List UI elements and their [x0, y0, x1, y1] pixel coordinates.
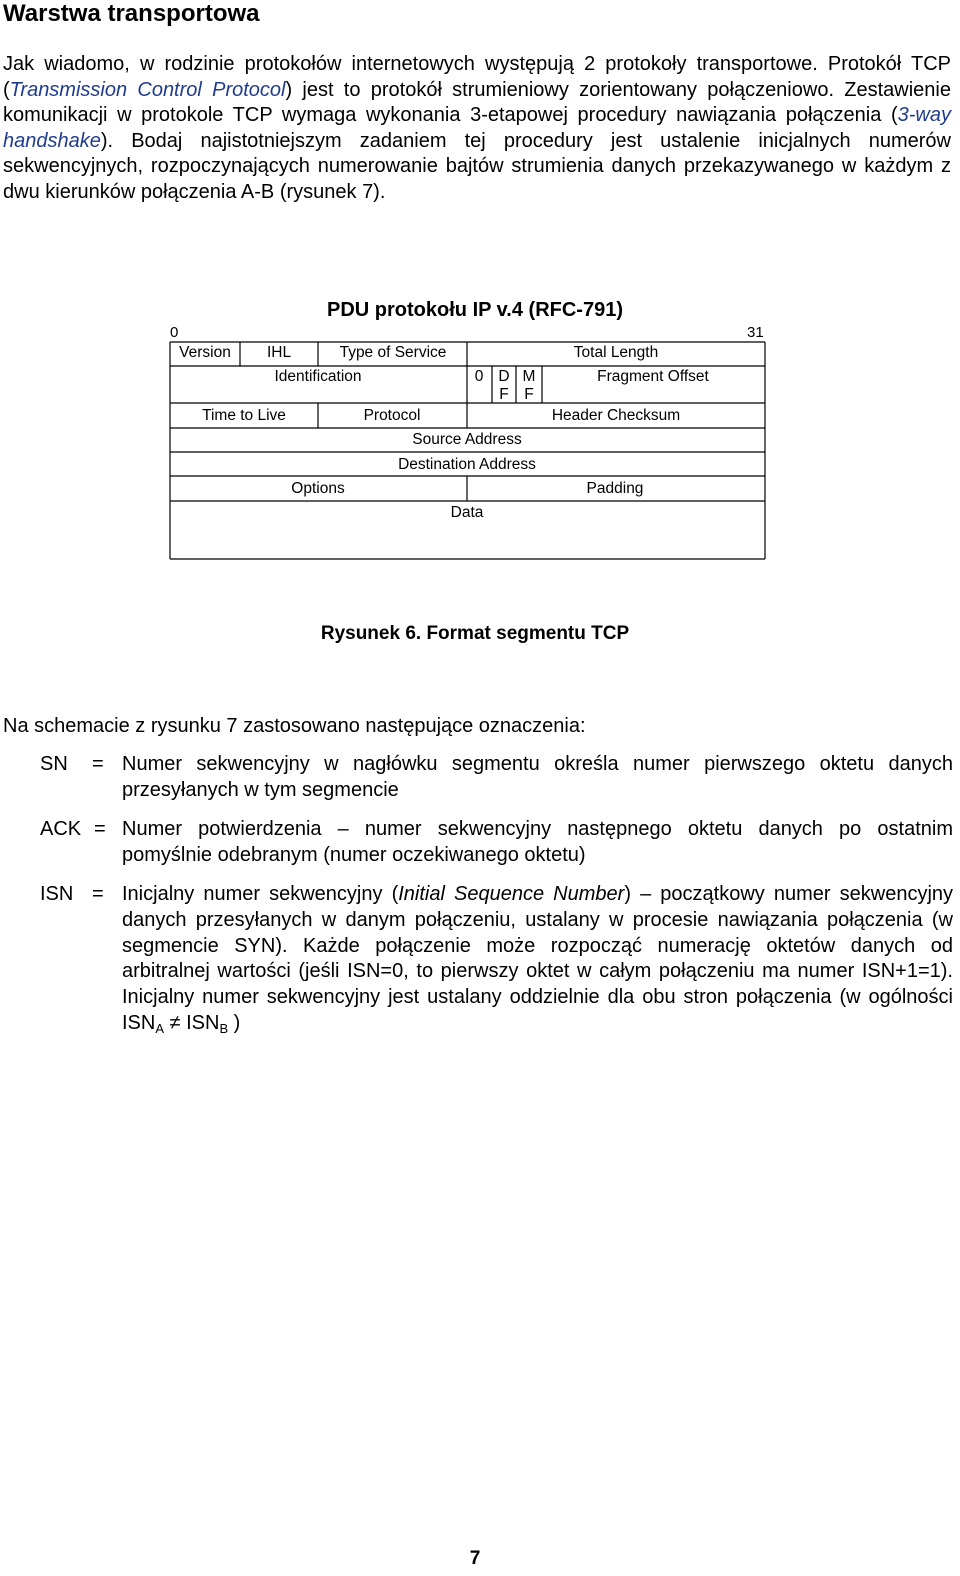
intro-paragraph: Jak wiadomo, w rodzinie protokołów internetowych występują 2 protokoły transportowe. Protokół TCP (Transmission Control Protocol) jest to protokół strumieniowy zorientowany połączeniowo. Zestawienie komunikacji w protokole TCP wymaga wykonania 3-etapowej procedury nawiązania połączenia (3-way handshake). Bodaj najistotniejszym zadaniem tej procedury jest ustalenie inicjalnych numerów sekwencyjnych, rozpoczynających numerowanie bajtów strumienia danych przekazywanego w każdym z dwu kierunków połączenia A-B (rysunek 7). — [3, 53, 951, 203]
field-fragment-offset: Fragment Offset — [597, 368, 709, 385]
field-options: Options — [291, 480, 345, 497]
field-df-flag-line2: F — [499, 386, 509, 403]
section-title: Warstwa transportowa — [3, 0, 260, 27]
field-protocol: Protocol — [363, 407, 421, 424]
field-data: Data — [450, 504, 484, 521]
field-header-checksum: Header Checksum — [551, 407, 681, 424]
field-source-address: Source Address — [412, 431, 522, 448]
definition-term: ACK — [40, 818, 82, 840]
definition-text: Numer sekwencyjny w nagłówku segmentu określa numer pierwszego oktetu danych przesyłanych w tym segmencie — [122, 753, 953, 801]
field-ihl: IHL — [266, 344, 292, 361]
definition-text: Numer potwierdzenia – numer sekwencyjny następnego oktetu danych po ostatnim pomyślnie odebranym (numer oczekiwanego oktetu) — [122, 818, 953, 866]
field-version: Version — [179, 344, 231, 361]
definition-term: SN — [40, 753, 68, 775]
field-mf-flag-line2: F — [524, 386, 534, 403]
field-flag-zero: 0 — [474, 368, 484, 385]
definition-term: ISN — [40, 883, 74, 905]
tcp-full-name: Transmission Control Protocol — [9, 78, 286, 101]
field-identification: Identification — [274, 368, 362, 385]
diagram-title: PDU protokołu IP v.4 (RFC-791) — [327, 299, 623, 321]
page-number: 7 — [469, 1548, 481, 1569]
bit-end-label: 31 — [747, 324, 764, 341]
field-df-flag: D — [498, 368, 510, 385]
field-total-length: Total Length — [573, 344, 659, 361]
field-time-to-live: Time to Live — [202, 407, 286, 424]
field-type-of-service: Type of Service — [339, 344, 447, 361]
figure-caption: Rysunek 6. Format segmentu TCP — [320, 623, 630, 644]
field-mf-flag: M — [522, 368, 536, 385]
field-destination-address: Destination Address — [398, 456, 536, 473]
bit-start-label: 0 — [170, 324, 179, 341]
field-padding: Padding — [586, 480, 644, 497]
legend-lead: Na schemacie z rysunku 7 zastosowano następujące oznaczenia: — [3, 715, 586, 737]
definition-text: Inicjalny numer sekwencyjny (Initial Sequence Number) – początkowy numer sekwencyjny danych przesyłanych w danym połączeniu, ustalany w procesie nawiązania połączenia (w segmencie SYN). Każde połączenie może rozpocząć numerację oktetów danych od arbitralnej wartości (jeśli ISN=0, to pierwszy oktet w całym połączeniu ma numer ISN+1=1). Inicjalny numer sekwencyjny jest ustalany oddzielnie dla obu stron połączenia (w ogólności $ISN_A \ne ISN_B$ ) — [122, 883, 954, 1036]
handshake-term: 3-way handshake — [3, 104, 951, 152]
